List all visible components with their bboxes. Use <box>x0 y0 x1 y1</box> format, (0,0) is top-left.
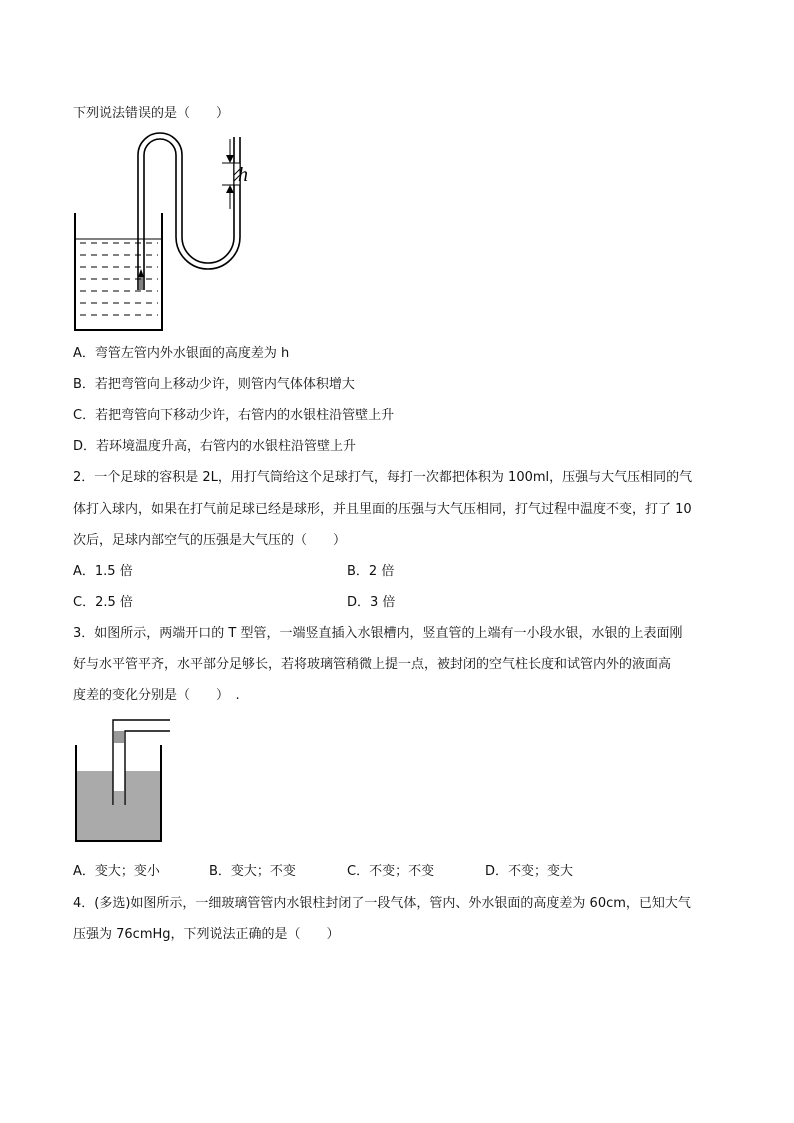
q1-option-c: C．若把弯管向下移动少许，右管内的水银柱沿管壁上升 <box>73 408 395 423</box>
q3-line-3: 度差的变化分别是（ ） . <box>73 688 240 703</box>
q1-option-b: B．若把弯管向上移动少许，则管内气体体积增大 <box>73 377 355 392</box>
q4-line-1: 4．(多选)如图所示，一细玻璃管管内水银柱封闭了一段气体，管内、外水银面的高度差为 60cm，已知大气 <box>73 896 691 911</box>
q3-line-1: 3．如图所示，两端开口的 T 型管，一端竖直插入水银槽内，竖直管的上端有一小段水银，水银的上表面刚 <box>73 626 683 641</box>
q3-option-d: D．不变；变大 <box>485 864 574 879</box>
q2-line-2: 体打入球内，如果在打气前足球已经是球形，并且里面的压强与大气压相同，打气过程中温度不变，打了 10 <box>73 502 692 517</box>
q2-option-c: C．2.5 倍 <box>73 595 133 610</box>
h-label: h <box>238 164 248 186</box>
q2-line-1: 2．一个足球的容积是 2L，用打气筒给这个足球打气，每打一次都把体积为 100ml，压强与大气压相同的气 <box>73 470 693 485</box>
q2-line-3: 次后，足球内部空气的压强是大气压的（ ） <box>73 533 347 548</box>
q1-option-a: A．弯管左管内外水银面的高度差为 h <box>73 346 290 361</box>
q2-option-d: D．3 倍 <box>347 595 396 610</box>
q1-option-d: D．若环境温度升高，右管内的水银柱沿管壁上升 <box>73 439 357 454</box>
q3-option-b: B．变大；不变 <box>209 864 296 879</box>
q2-option-a: A．1.5 倍 <box>73 564 133 579</box>
q1-stem: 下列说法错误的是（ ） <box>73 106 230 121</box>
q3-option-a: A．变大；变小 <box>73 864 160 879</box>
q1-u-tube-figure <box>70 125 270 335</box>
q3-line-2: 好与水平管平齐，水平部分足够长，若将玻璃管稍微上提一点，被封闭的空气柱长度和试管内外的液面高 <box>73 657 672 672</box>
q3-option-c: C．不变；不变 <box>347 864 435 879</box>
q4-line-2: 压强为 76cmHg，下列说法正确的是（ ） <box>73 927 340 942</box>
q2-option-b: B．2 倍 <box>347 564 395 579</box>
q3-t-tube-figure <box>72 715 192 845</box>
